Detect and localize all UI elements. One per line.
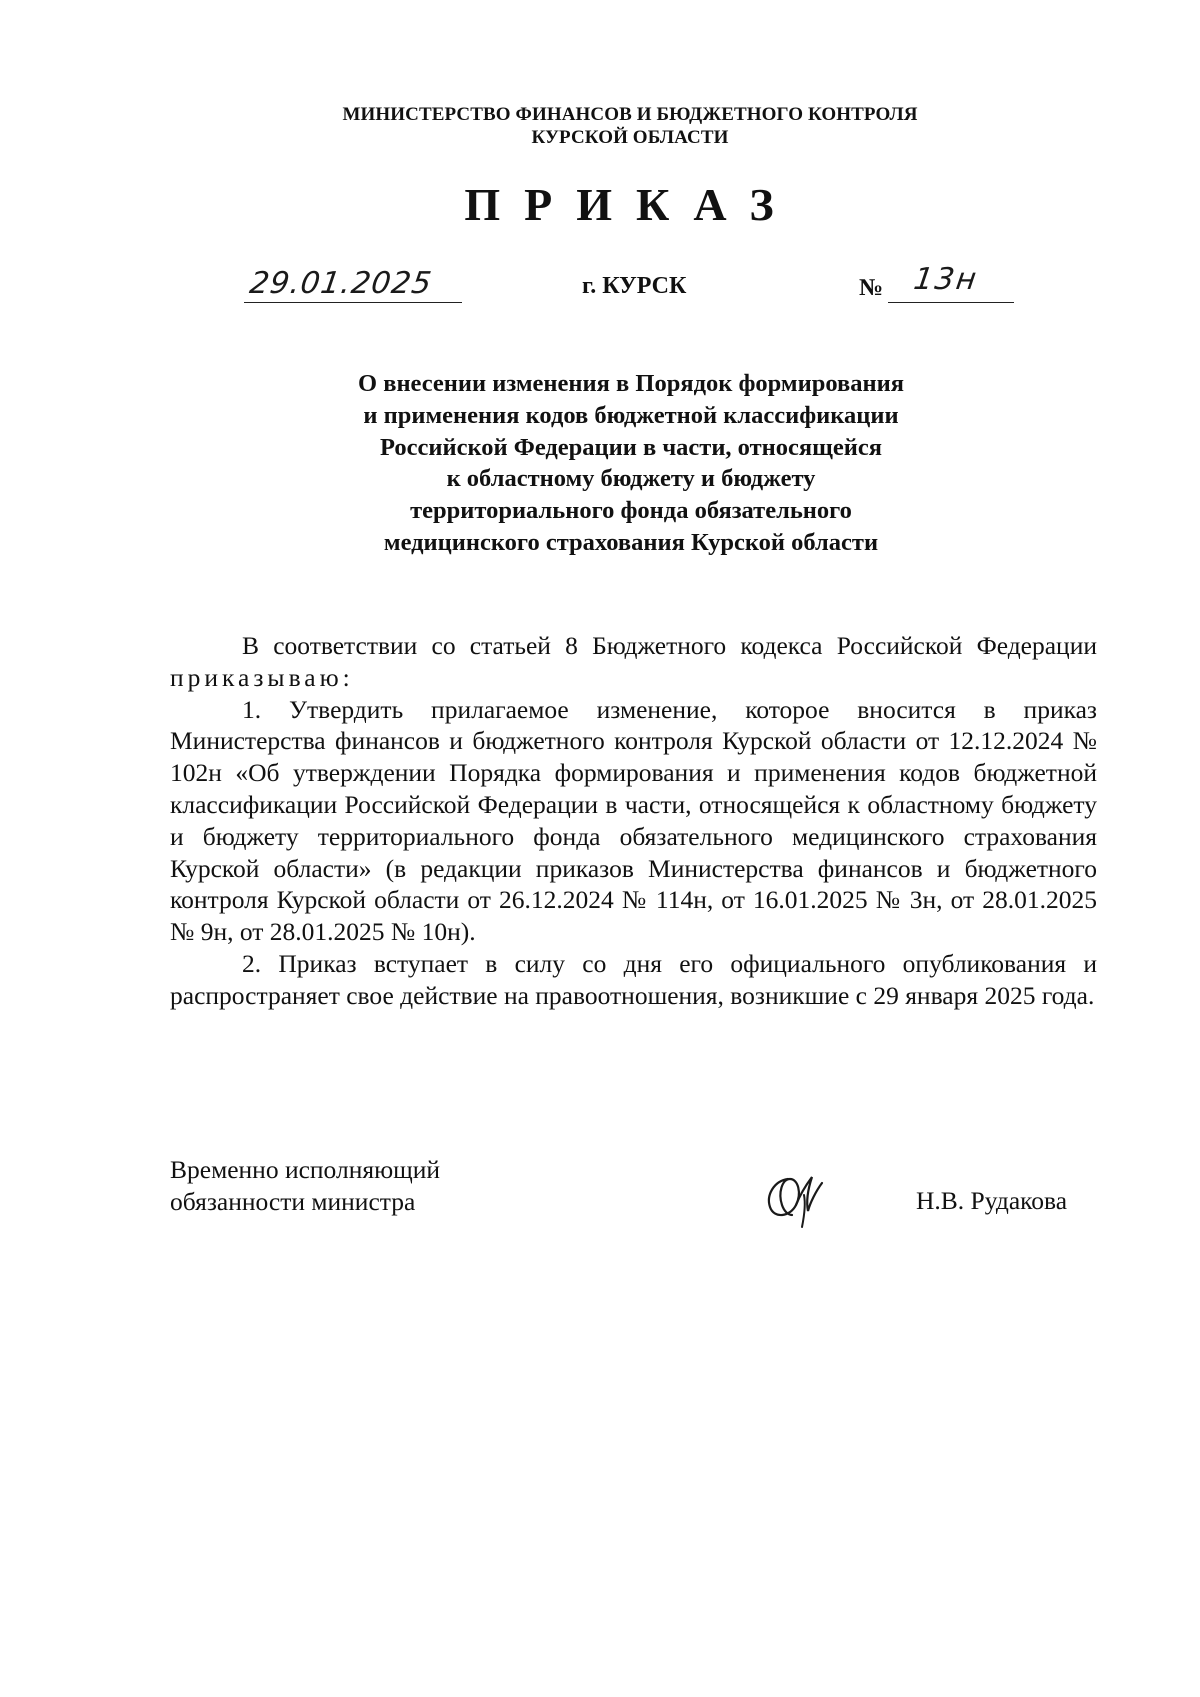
item-2-paragraph: 2. Приказ вступает в силу со дня его официального опубликования и распространяет свое действие на правоотношения, возникшие с 29 января 2025 года. [170,948,1097,1010]
ministry-name-line2: КУРСКОЙ ОБЛАСТИ [531,127,729,148]
intro-paragraph [170,630,1097,694]
position-line: обязанности министра [170,1187,416,1216]
number-sign: № [859,275,884,301]
date-field [244,264,462,303]
position-line: Временно исполняющий [170,1155,441,1184]
order-word: приказываю: [170,662,354,692]
number-field [888,262,1014,303]
subject-line: и применения кодов бюджетной классификации [363,401,899,429]
handwritten-date: 29.01.2025 [247,266,435,301]
subject-line: О внесении изменения в Порядок формирования [358,370,904,397]
ministry-name-line1: МИНИСТЕРСТВО ФИНАНСОВ И БЮДЖЕТНОГО КОНТРОЛЯ [342,104,918,125]
signer-name: Н.В. Рудакова [916,1186,1068,1215]
subject-line: к областному бюджету и бюджету [446,465,816,493]
subject-line: Российской Федерации в части, относящейся [380,433,882,461]
intro-text: В соответствии со статьей 8 Бюджетного кодекса Российской Федерации [242,631,1097,660]
handwritten-number: 13н [911,262,981,297]
subject-line: территориального фонда обязательного [410,497,852,525]
city-label: г. КУРСК [582,273,687,299]
subject-line: медицинского страхования Курской области [383,528,879,556]
order-body [170,630,1097,1012]
document-type-title: ПРИКАЗ [464,179,798,230]
signer-position [170,1154,440,1218]
handwritten-signature-icon [760,1165,830,1229]
item-1-paragraph: 1. Утвердить прилагаемое изменение, которое вносится в приказ Министерства финансов и бюджетного контроля Курской области от 12.12.2024 № 102н «Об утверждении Порядка формирования и применения кодов бюджетной классификации Российской Федерации в части, относящейся к областному бюджету и бюджету территориального фонда обязательного медицинского страхования Курской области» (в редакции приказов Министерства финансов и бюджетного контроля Курской области от 26.12.2024 № 114н, от 16.01.2025 № 3н, от 28.01.2025 № 9н, от 28.01.2025 № 10н). [170,694,1097,947]
order-subject [0,368,1200,559]
